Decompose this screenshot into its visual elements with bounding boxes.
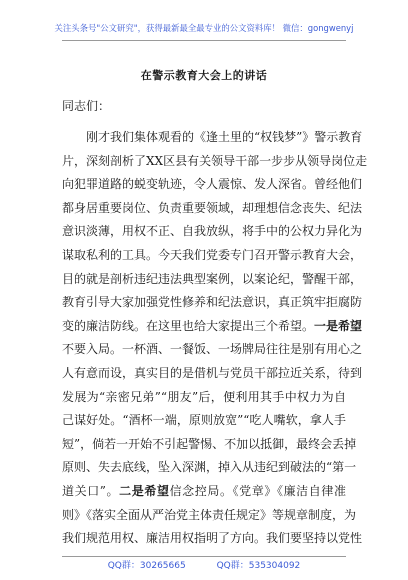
body-line-tail: 信念控局。《党章》《廉洁自律准 xyxy=(169,483,346,498)
hope-two-label: 二是希望 xyxy=(119,483,170,498)
body-line-with-emphasis xyxy=(62,480,346,504)
body-line: 己谋好处。“酒杯一端，原则放宽”“吃人嘴软，拿人手 xyxy=(62,413,346,428)
qq-group-1: QQ群：30265665 xyxy=(107,561,186,571)
body-line: 原则、失去底线，坠入深渊，掉入从违纪到破法的“第一 xyxy=(62,460,357,475)
hope-one-label: 一是希望 xyxy=(314,318,363,333)
body-line: 目的就是剖析违纪违法典型案例，以案论纪，警醒干部， xyxy=(62,271,363,286)
body-line-with-emphasis xyxy=(62,315,363,339)
document-body xyxy=(62,126,368,551)
body-line: 人有意而设，真实目的是借机与党员干部拉近关系，待到 xyxy=(62,365,363,380)
body-line: 则》《落实全面从严治党主体责任规定》等规章制度，为 xyxy=(62,507,357,522)
body-line: 发展为“亲密兄弟”“朋友”后，便利用其手中权力为自 xyxy=(62,389,346,404)
header-divider xyxy=(62,40,346,41)
body-line: 片，深刻剖析了XX区县有关领导干部一步步从领导岗位走 xyxy=(62,153,368,168)
body-line-text: 道关口”。 xyxy=(62,483,120,498)
footer xyxy=(0,560,408,572)
footer-divider xyxy=(62,556,346,557)
body-line: 不要入局。一杯酒、一餐饭、一场牌局往往是别有用心之 xyxy=(62,342,363,357)
qq-group-2: QQ群：535304092 xyxy=(216,561,301,571)
body-line: 我们规范用权、廉洁用权指明了方向。我们要坚持以党性 xyxy=(62,531,363,546)
body-line: 都身居重要岗位、负责重要领域，却理想信念丧失、纪法 xyxy=(62,200,363,215)
header-banner xyxy=(0,22,408,34)
header-banner-text: 关注头条号"公文研究"，获得最新最全最专业的公文资料库！ 微信：gongwenyj xyxy=(54,23,354,33)
body-line: 刚才我们集体观看的《逢土里的“权钱梦”》警示教育 xyxy=(86,130,363,144)
document-title: 在警示教育大会上的讲话 xyxy=(140,69,268,82)
body-line: 向犯罪道路的蜕变轨迹，令人震惊、发人深省。曾经他们 xyxy=(62,177,363,192)
salutation: 同志们： xyxy=(62,99,111,113)
body-line: 短”，倘若一开始不引起警惕、不加以抵御，最终会丢掉 xyxy=(62,436,357,451)
body-line: 教育引导大家加强党性修养和纪法意识，真正筑牢拒腐防 xyxy=(62,295,363,310)
body-line: 意识淡薄，用权不正、自我放纵，将手中的公权力异化为 xyxy=(62,224,363,239)
body-line-text: 变的廉洁防线。在这里也给大家提出三个希望。 xyxy=(62,318,315,333)
body-line: 谋取私利的工具。今天我们党委专门召开警示教育大会， xyxy=(62,247,363,262)
